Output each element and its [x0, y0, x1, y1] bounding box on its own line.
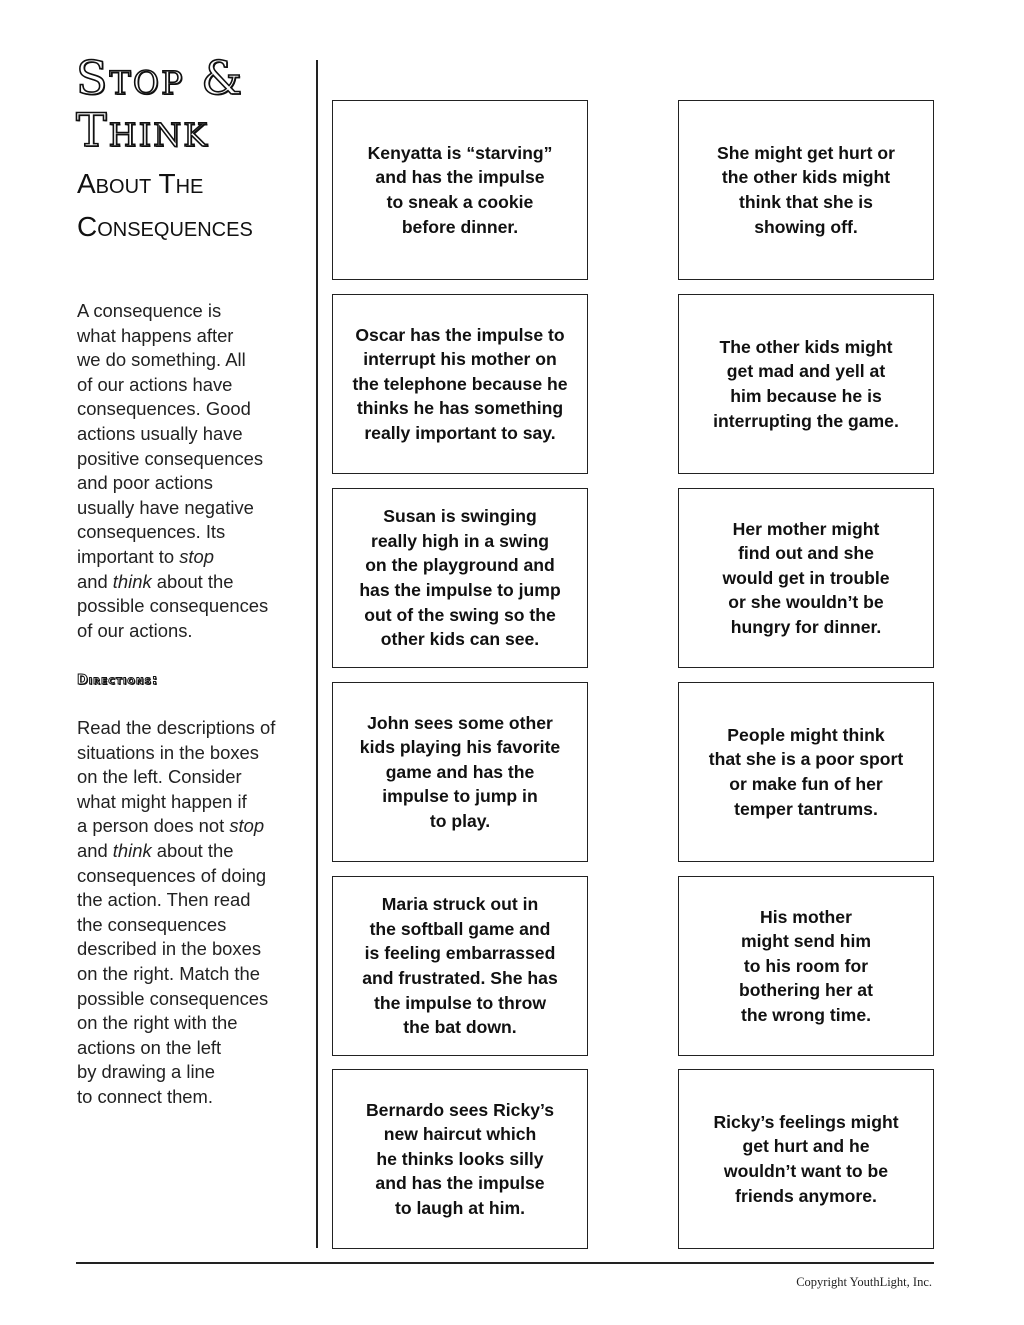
intro-line [77, 570, 307, 595]
directions-line [77, 814, 307, 839]
situation-text-line: out of the swing so the [364, 604, 556, 625]
situation-text [362, 141, 559, 239]
consequence-text-line: bothering her at [739, 980, 873, 1001]
consequence-text-line: might send him [740, 931, 871, 952]
consequence-text [711, 141, 901, 239]
situation-text-line: other kids can see. [380, 629, 540, 650]
situation-text-line: has the impulse to jump [359, 580, 561, 600]
subtitle-line-1: About The [77, 168, 204, 199]
situation-text-line: before dinner. [401, 216, 519, 237]
line-text: and [77, 570, 113, 592]
directions-line [77, 1011, 307, 1036]
consequence-text-line: interrupting the game. [713, 410, 899, 431]
line-text: possible consequences [77, 595, 269, 617]
line-text: actions on the left [77, 1036, 222, 1058]
consequence-text-line: the other kids might [721, 167, 891, 188]
situation-text-line: really important to say. [364, 422, 556, 443]
situation-text-line: game and has the [385, 761, 535, 782]
consequence-text-line: temper tantrums. [734, 798, 878, 819]
situation-text-line: Bernardo sees Ricky’s [365, 1099, 555, 1120]
consequence-text-line: Ricky’s feelings might [713, 1111, 899, 1132]
footer-divider [76, 1262, 934, 1264]
situation-text-line: is feeling embarrassed [364, 943, 556, 964]
directions-line [77, 1085, 307, 1110]
consequence-box[interactable] [678, 294, 934, 474]
directions-line [77, 790, 307, 815]
situation-text-line: to laugh at him. [395, 1197, 525, 1218]
situation-text-line: and frustrated. She has [362, 968, 558, 988]
line-text: of our actions. [77, 619, 193, 641]
consequence-text-line: His mother [760, 906, 852, 927]
consequence-text-line: Her mother might [732, 518, 880, 539]
situation-text-line: and has the impulse [375, 1173, 545, 1194]
directions-line [77, 741, 307, 766]
situation-text-line: interrupt his mother on [363, 349, 557, 370]
consequence-text-line: get hurt and he [742, 1136, 870, 1157]
line-text: a person does not [77, 815, 230, 837]
situation-text-line: impulse to jump in [382, 786, 538, 807]
directions-line [77, 716, 307, 741]
intro-line [77, 324, 307, 349]
situation-text [346, 323, 573, 446]
situation-text [356, 892, 564, 1040]
consequence-box[interactable] [678, 488, 934, 668]
consequence-text-line: She might get hurt or [717, 142, 895, 163]
intro-line [77, 348, 307, 373]
directions-line [77, 864, 307, 889]
situation-text-line: Maria struck out in [381, 894, 539, 915]
consequence-text-line: or make fun of her [729, 774, 883, 794]
situation-text-line: thinks he has something [356, 398, 564, 419]
intro-line [77, 397, 307, 422]
consequence-text-line: would get in trouble [722, 567, 890, 588]
line-text: the consequences [77, 913, 227, 935]
situation-text-line: Oscar has the impulse to [355, 324, 565, 345]
line-text: about the [151, 570, 234, 592]
consequence-box[interactable] [678, 100, 934, 280]
page-subtitle [77, 162, 317, 248]
consequence-text-line: The other kids might [719, 336, 893, 357]
line-text: what happens after [77, 324, 234, 346]
situation-box[interactable] [332, 294, 588, 474]
consequence-text-line: showing off. [754, 216, 858, 237]
directions-line [77, 937, 307, 962]
intro-paragraph [77, 299, 307, 643]
consequence-box[interactable] [678, 1069, 934, 1249]
line-text: usually have negative [77, 496, 254, 518]
title-line-1: Stop & [76, 51, 245, 105]
intro-line [77, 422, 307, 447]
directions-line [77, 765, 307, 790]
directions-line [77, 913, 307, 938]
line-text: described in the boxes [77, 938, 262, 960]
directions-line [77, 987, 307, 1012]
emphasis-text: think [112, 570, 152, 592]
situation-text-line: the softball game and [369, 918, 551, 939]
consequence-text-line: think that she is [739, 192, 873, 212]
situation-box[interactable] [332, 1069, 588, 1249]
title-line-2: Think [76, 103, 210, 157]
consequence-text-line: People might think [727, 724, 885, 745]
consequence-text [707, 335, 905, 433]
line-text: about the [151, 839, 234, 861]
situation-text-line: new haircut which [383, 1124, 537, 1145]
copyright-notice: Copyright YouthLight, Inc. [796, 1275, 932, 1289]
intro-line [77, 471, 307, 496]
directions-line [77, 888, 307, 913]
line-text: actions usually have [77, 422, 243, 444]
situation-box[interactable] [332, 876, 588, 1056]
emphasis-text: stop [229, 815, 265, 837]
situation-box[interactable] [332, 100, 588, 280]
line-text: situations in the boxes [77, 741, 259, 763]
line-text: and [77, 839, 113, 861]
intro-line [77, 496, 307, 521]
consequence-text-line: wouldn’t want to be [723, 1161, 889, 1181]
situation-text-line: John sees some other [367, 712, 553, 733]
line-text: important to [77, 545, 180, 567]
situation-text-line: he thinks looks silly [376, 1148, 544, 1169]
directions-heading: Directions: [77, 673, 159, 688]
directions-line [77, 839, 307, 864]
situation-box[interactable] [332, 682, 588, 862]
line-text: on the left. Consider [77, 766, 242, 788]
directions-line [77, 1036, 307, 1061]
situation-text-line: to sneak a cookie [386, 192, 534, 212]
consequence-text-line: or she wouldn’t be [728, 592, 884, 613]
vertical-divider [316, 60, 318, 1248]
consequence-text [733, 905, 879, 1028]
situation-text-line: the impulse to throw [373, 992, 546, 1013]
intro-line [77, 373, 307, 398]
subtitle-line-2: Consequences [77, 211, 253, 242]
consequence-text [707, 1110, 904, 1208]
situation-text [354, 711, 566, 834]
consequence-box[interactable] [678, 876, 934, 1056]
situation-text [353, 504, 566, 652]
line-text: positive consequences [77, 447, 264, 469]
consequence-text-line: friends anymore. [735, 1185, 877, 1206]
intro-line [77, 545, 307, 570]
situation-text-line: Kenyatta is “starving” [367, 142, 553, 163]
intro-line [77, 447, 307, 472]
line-text: by drawing a line [77, 1061, 216, 1083]
page-title [76, 52, 316, 156]
emphasis-text: stop [179, 545, 214, 567]
line-text: A consequence is [77, 300, 222, 321]
directions-paragraph [77, 716, 307, 1110]
situation-text-line: to play. [429, 810, 491, 831]
line-text: on the right with the [77, 1012, 238, 1034]
directions-line [77, 1060, 307, 1085]
line-text: consequences of doing [77, 864, 267, 886]
situation-text-line: the telephone because he [352, 373, 568, 394]
intro-line [77, 619, 307, 644]
directions-line [77, 962, 307, 987]
line-text: we do something. All [77, 349, 246, 371]
situation-text-line: really high in a swing [371, 530, 549, 551]
consequence-box[interactable] [678, 682, 934, 862]
line-text: Read the descriptions of [77, 717, 276, 738]
situation-text-line: kids playing his favorite [359, 737, 561, 758]
line-text: to connect them. [77, 1085, 213, 1107]
line-text: and poor actions [77, 472, 213, 494]
intro-line [77, 594, 307, 619]
situation-text [360, 1098, 560, 1221]
line-text: on the right. Match the [77, 962, 260, 984]
consequence-text-line: get mad and yell at [726, 361, 886, 382]
line-text: possible consequences [77, 987, 269, 1009]
consequence-text-line: the wrong time. [740, 1004, 871, 1025]
consequence-text [716, 517, 895, 640]
intro-line [77, 299, 307, 324]
consequence-text-line: him because he is [730, 386, 882, 406]
consequence-text-line: that she is a poor sport [708, 749, 904, 770]
line-text: consequences. Good [77, 398, 251, 420]
situation-text-line: Susan is swinging [383, 506, 537, 527]
consequence-text-line: to his room for [743, 955, 869, 976]
consequence-text-line: find out and she [738, 543, 874, 564]
situation-box[interactable] [332, 488, 588, 668]
line-text: consequences. Its [77, 521, 226, 543]
situation-text-line: the bat down. [403, 1017, 517, 1038]
emphasis-text: think [112, 839, 152, 861]
consequence-text-line: hungry for dinner. [730, 616, 882, 637]
situation-text-line: and has the impulse [375, 167, 545, 188]
line-text: the action. Then read [77, 889, 251, 911]
situation-text-line: on the playground and [365, 555, 555, 576]
consequence-text [703, 723, 910, 821]
line-text: of our actions have [77, 373, 233, 395]
intro-line [77, 520, 307, 545]
line-text: what might happen if [77, 790, 247, 812]
